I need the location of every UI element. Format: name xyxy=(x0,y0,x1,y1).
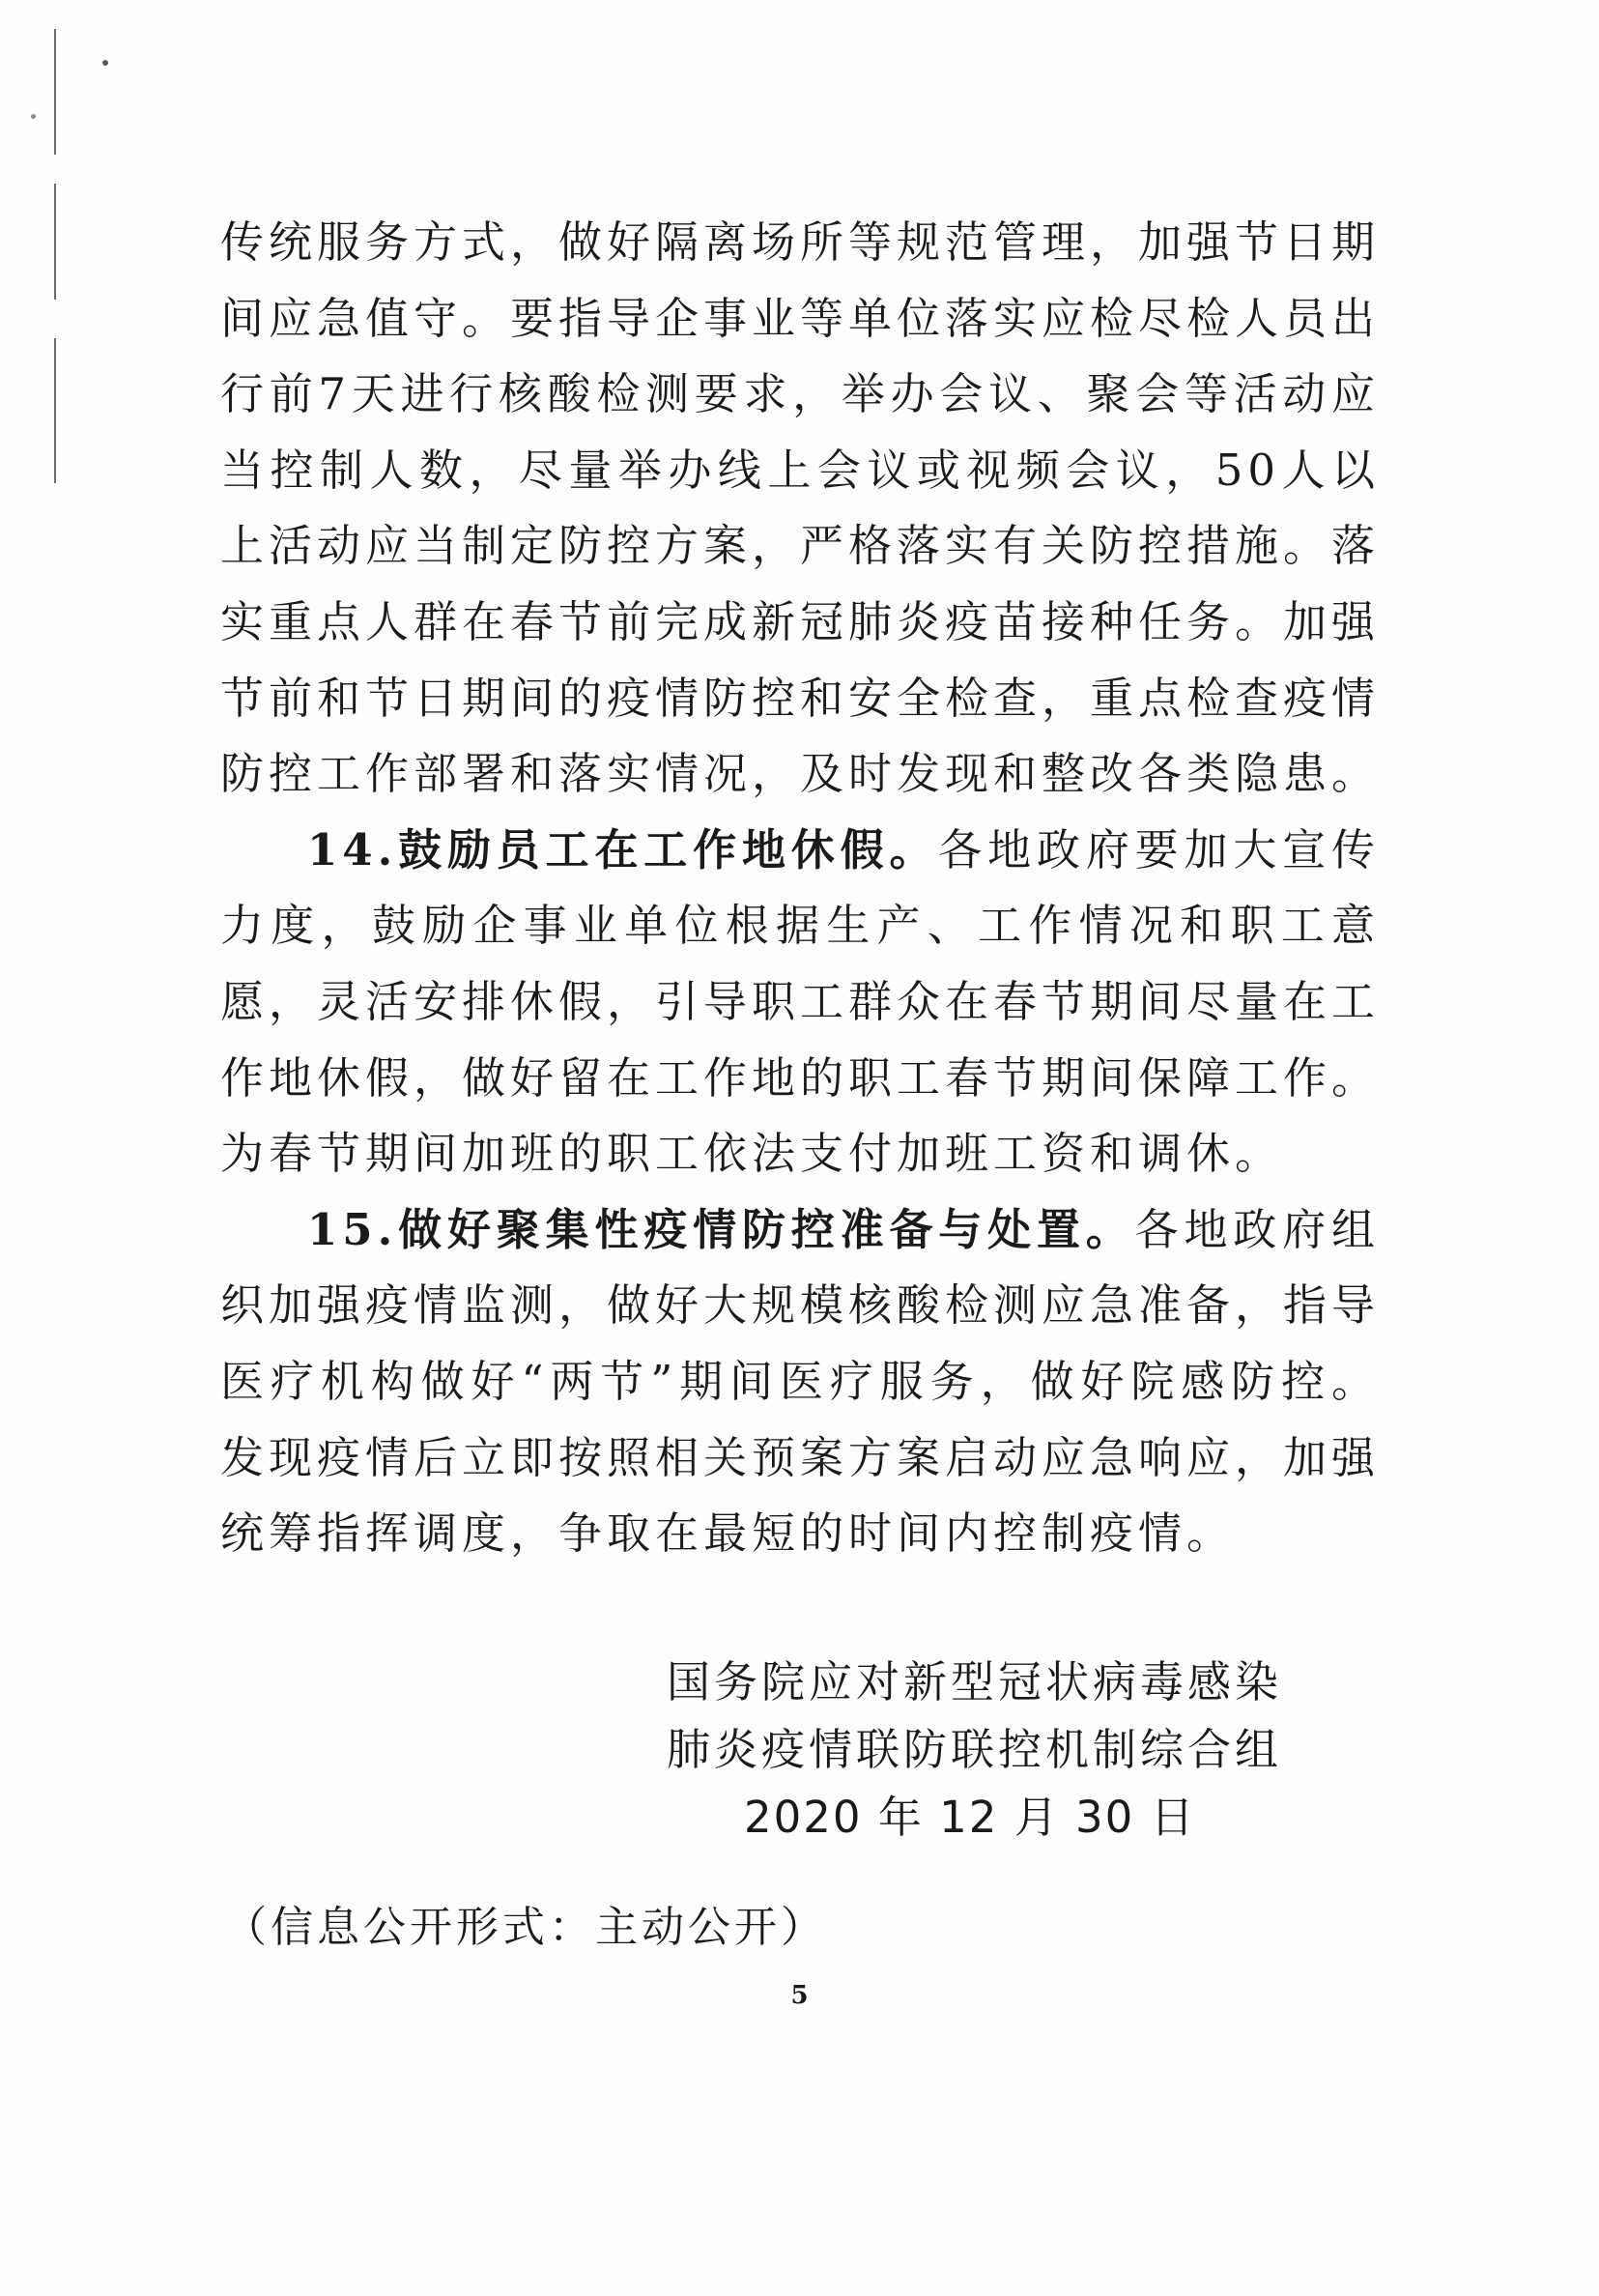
paragraph-continued xyxy=(220,205,1380,813)
document-body xyxy=(220,205,1380,1572)
scan-artifact-line xyxy=(54,184,56,300)
paragraph-text: 各地政府组织加强疫情监测，做好大规模核酸检测应急准备，指导医疗机构做好“两节”期间医疗服务，做好院感防控。发现疫情后立即按照相关预案方案启动应急响应，加强统筹指挥调度，争取在最短的时间内控制疫情。 xyxy=(220,1203,1381,1560)
issuer-line-2: 肺炎疫情联防联控机制综合组 xyxy=(667,1724,1283,1775)
signature-block xyxy=(667,1649,1283,1851)
paragraph-heading: 15.做好聚集性疫情防控准备与处置。 xyxy=(307,1203,1135,1255)
disclosure-note: （信息公开形式：主动公开） xyxy=(224,1903,827,1952)
paragraph-heading: 14.鼓励员工在工作地休假。 xyxy=(307,823,939,875)
scan-artifact-dot xyxy=(31,114,36,119)
paragraph-14 xyxy=(220,813,1380,1192)
paragraph-15 xyxy=(220,1192,1380,1572)
issuer-line-1: 国务院应对新型冠状病毒感染 xyxy=(667,1656,1283,1708)
paragraph-text: 传统服务方式，做好隔离场所等规范管理，加强节日期间应急值守。要指导企事业等单位落实应检尽检人员出行前7天进行核酸检测要求，举办会议、聚会等活动应当控制人数，尽量举办线上会议或视频会议，50人以上活动应当制定防控方案，严格落实有关防控措施。落实重点人群在春节前完成新冠肺炎疫苗接种任务。加强节前和节日期间的疫情防控和安全检查，重点检查疫情防控工作部署和落实情况，及时发现和整改各类隐患。 xyxy=(220,216,1381,800)
scan-artifact-dot xyxy=(102,60,108,66)
issue-date: 2020 年 12 月 30 日 xyxy=(744,1792,1196,1843)
scan-artifact-line xyxy=(54,338,56,483)
page-number: 5 xyxy=(790,1981,809,2010)
paragraph-text: 各地政府要加大宣传力度，鼓励企事业单位根据生产、工作情况和职工意愿，灵活安排休假，引导职工群众在春节期间尽量在工作地休假，做好留在工作地的职工春节期间保障工作。为春节期间加班的职工依法支付加班工资和调休。 xyxy=(220,823,1381,1180)
scan-artifact-line xyxy=(54,29,56,155)
